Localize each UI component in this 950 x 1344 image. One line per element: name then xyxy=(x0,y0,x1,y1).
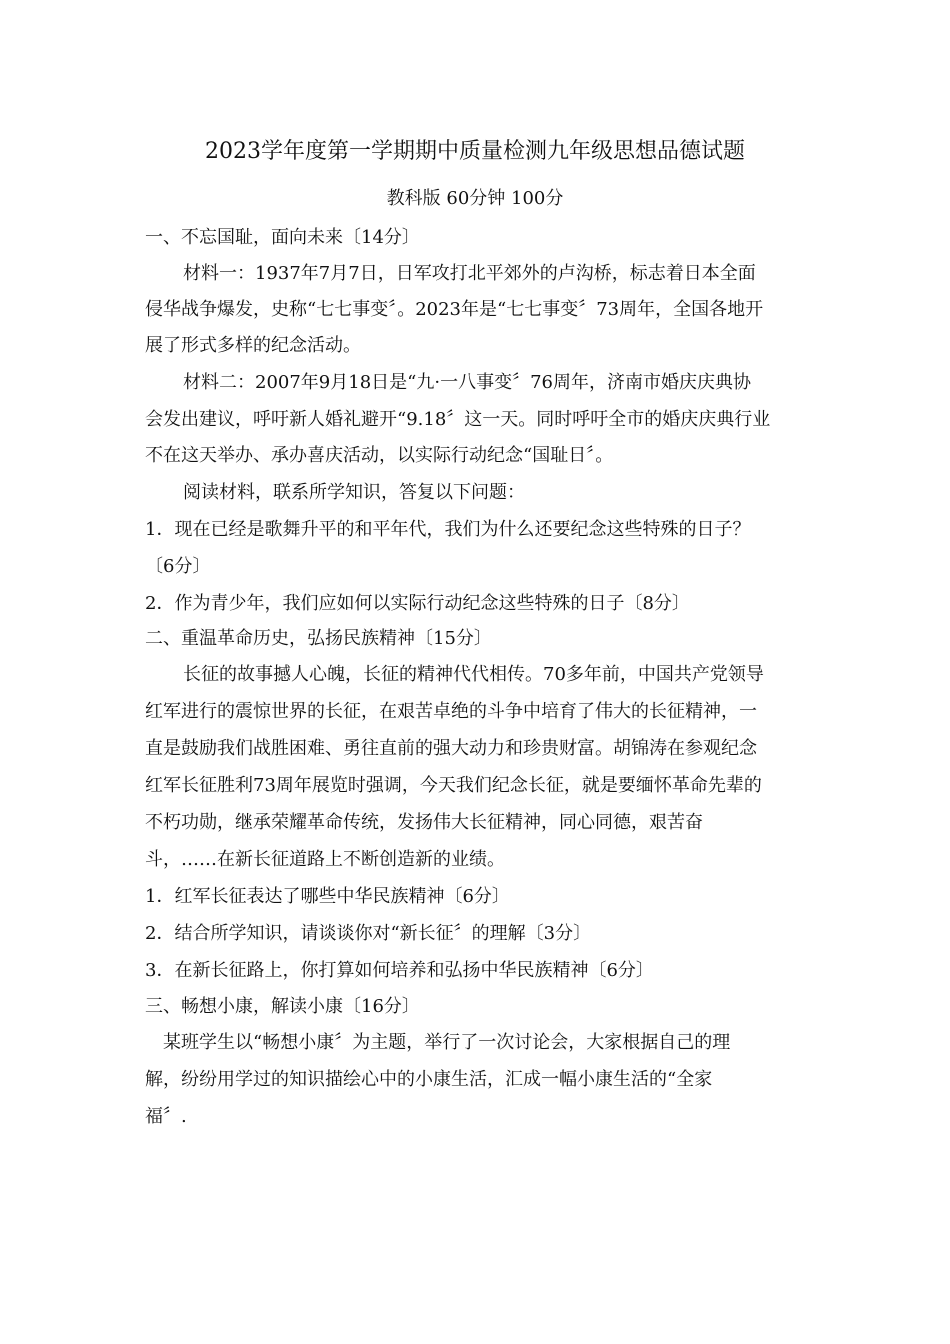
document-subtitle: 教科版 60分钟 100分 xyxy=(386,188,564,209)
section-heading-1: 一、不忘国耻，面向未来〔14分〕 xyxy=(145,227,420,248)
paragraph-line: 解，纷纷用学过的知识描绘心中的小康生活，汇成一幅小康生活的“全家 xyxy=(145,1069,713,1090)
question-line: 3．在新长征路上，你打算如何培养和弘扬中华民族精神〔6分〕 xyxy=(145,960,654,981)
question-line: 〔6分〕 xyxy=(145,556,211,577)
paragraph-line: 展了形式多样的纪念活动。 xyxy=(145,335,361,356)
paragraph-line: 斗，……在新长征道路上不断创造新的业绩。 xyxy=(145,849,505,870)
paragraph-line: 材料一：1937年7月7日，日军攻打北平郊外的卢沟桥，标志着日本全面 xyxy=(183,263,756,284)
paragraph-line: 红军进行的震惊世界的长征，在艰苦卓绝的斗争中培育了伟大的长征精神，一 xyxy=(145,701,757,722)
section-heading-2: 二、重温革命历史，弘扬民族精神〔15分〕 xyxy=(145,628,492,649)
section-heading-3: 三、畅想小康，解读小康〔16分〕 xyxy=(145,996,420,1017)
paragraph-line: 某班学生以“畅想小康〞为主题，举行了一次讨论会，大家根据自己的理 xyxy=(163,1032,731,1053)
paragraph-line: 不朽功勋，继承荣耀革命传统，发扬伟大长征精神，同心同德，艰苦奋 xyxy=(145,812,703,833)
paragraph-line: 直是鼓励我们战胜困难、勇往直前的强大动力和珍贵财富。胡锦涛在参观纪念 xyxy=(145,738,757,759)
paragraph-line: 阅读材料，联系所学知识，答复以下问题： xyxy=(183,482,525,503)
question-line: 2．结合所学知识，请谈谈你对“新长征〞的理解〔3分〕 xyxy=(145,923,592,944)
paragraph-line: 长征的故事撼人心魄，长征的精神代代相传。70多年前，中国共产党领导 xyxy=(183,664,764,685)
paragraph-line: 不在这天举办、承办喜庆活动，以实际行动纪念“国耻日〞。 xyxy=(145,445,614,466)
paragraph-line: 材料二：2007年9月18日是“九·一八事变〞76周年，济南市婚庆庆典协 xyxy=(183,372,751,393)
paragraph-line: 会发出建议，呼吁新人婚礼避开“9.18〞这一天。同时呼吁全市的婚庆庆典行业 xyxy=(145,409,771,430)
question-line: 1．红军长征表达了哪些中华民族精神〔6分〕 xyxy=(145,886,510,907)
paragraph-line: 福〞. xyxy=(145,1106,187,1127)
question-line: 1．现在已经是歌舞升平的和平年代，我们为什么还要纪念这些特殊的日子？ xyxy=(145,519,751,540)
question-line: 2．作为青少年，我们应如何以实际行动纪念这些特殊的日子〔8分〕 xyxy=(145,593,690,614)
paragraph-line: 侵华战争爆发，史称“七七事变〞。2023年是“七七事变〞73周年，全国各地开 xyxy=(145,299,764,320)
document-title: 2023学年度第一学期期中质量检测九年级思想品德试题 xyxy=(205,139,745,164)
paragraph-line: 红军长征胜利73周年展览时强调，今天我们纪念长征，就是要缅怀革命先辈的 xyxy=(145,775,762,796)
